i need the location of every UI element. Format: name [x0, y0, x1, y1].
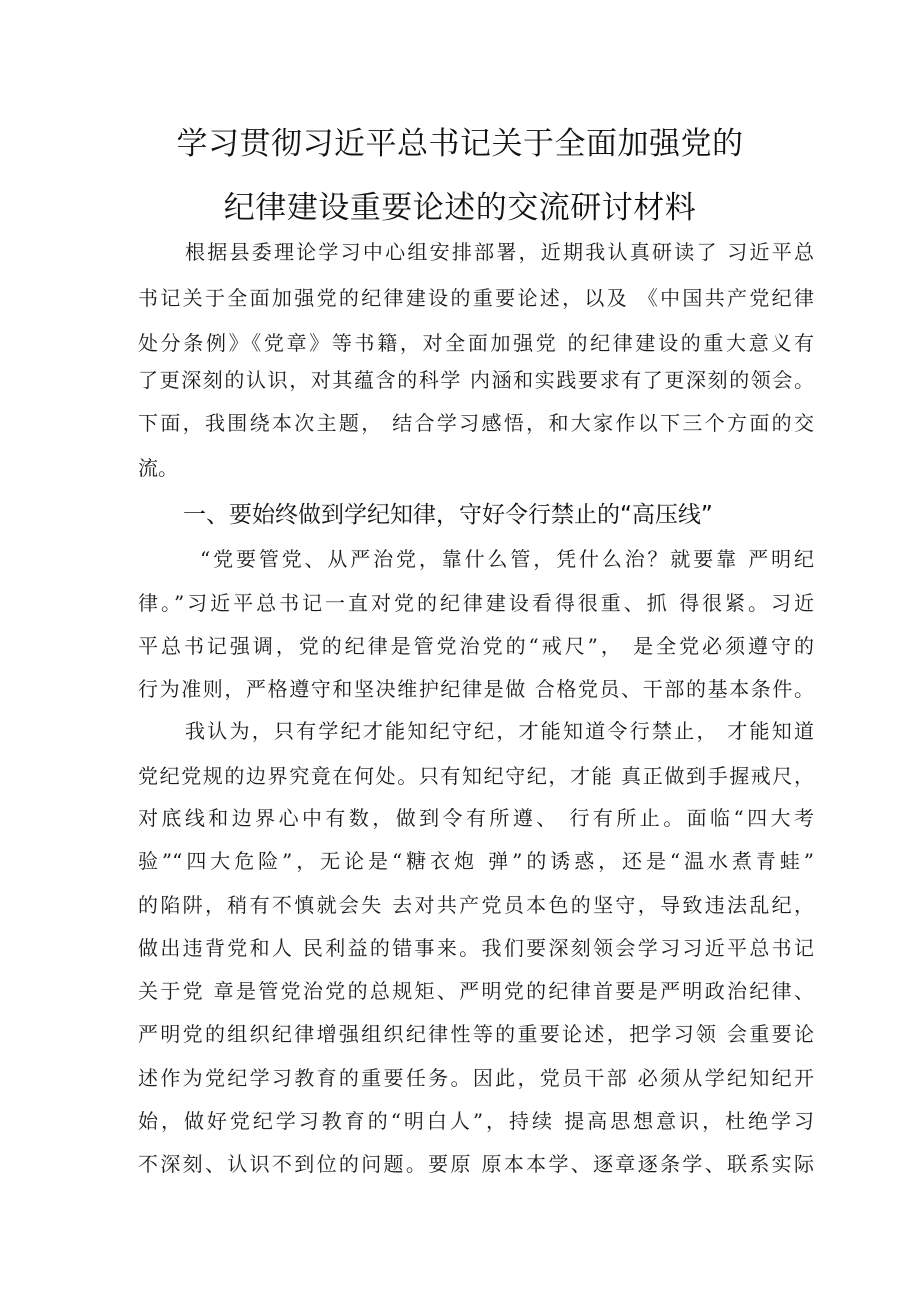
section-1-paragraph-1-line: 平总书记强调，党的纪律是管党治党的“戒尺”， 是全党必须遵守的 [138, 634, 814, 658]
section-1-paragraph-2-line: 的陷阱，稍有不慎就会失 去对共产党员本色的坚守，导致违法乱纪， [138, 893, 814, 917]
section-1-paragraph-2-line: 我认为，只有学纪才能知纪守纪，才能知道令行禁止， 才能知道 [185, 719, 814, 743]
section-1-paragraph-1-line: “党要管党、从严治党，靠什么管，凭什么治？就要靠 严明纪 [200, 547, 814, 571]
document-title-line-1: 学习贯彻习近平总书记关于全面加强党的 [176, 126, 744, 162]
section-1-paragraph-1-line: 行为准则，严格遵守和坚决维护纪律是做 合格党员、干部的基本条件。 [138, 677, 814, 701]
intro-paragraph-line: 下面，我围绕本次主题， 结合学习感悟，和大家作以下三个方面的交 [138, 411, 814, 435]
section-1-paragraph-2-line: 述作为党纪学习教育的重要任务。因此，党员干部 必须从学纪知纪开 [138, 1066, 814, 1090]
section-1-paragraph-2-line: 不深刻、认识不到位的问题。要原 原本本学、逐章逐条学、联系实际 [138, 1152, 814, 1176]
section-1-paragraph-2-line: 党纪党规的边界究竟在何处。只有知纪守纪，才能 真正做到手握戒尺， [138, 764, 814, 788]
section-1-paragraph-2-line: 做出违背党和人 民利益的错事来。我们要深刻领会学习习近平总书记 [138, 936, 814, 960]
section-1-paragraph-2-line: 对底线和边界心中有数，做到令有所遵、 行有所止。面临“四大考 [138, 806, 814, 830]
intro-paragraph-line: 书记关于全面加强党的纪律建设的重要论述，以及 《中国共产党纪律 [138, 286, 814, 310]
section-1-paragraph-2-line: 验”“四大危险”，无论是“糖衣炮 弹”的诱惑，还是“温水煮青蛙” [138, 849, 814, 873]
section-1-heading: 一、要始终做到学纪知律，守好令行禁止的“高压线” [183, 502, 713, 528]
section-1-paragraph-1-line: 律。”习近平总书记一直对党的纪律建设看得很重、抓 得很紧。习近 [138, 591, 814, 615]
intro-paragraph-line: 流。 [138, 456, 178, 480]
intro-paragraph-line: 处分条例》《党章》等书籍，对全面加强党 的纪律建设的重大意义有 [138, 331, 814, 355]
document-title-line-2: 纪律建设重要论述的交流研讨材料 [223, 190, 697, 226]
intro-paragraph-line: 根据县委理论学习中心组安排部署，近期我认真研读了 习近平总 [185, 240, 814, 264]
section-1-paragraph-2-line: 始，做好党纪学习教育的“明白人”，持续 提高思想意识，杜绝学习 [138, 1109, 814, 1133]
section-1-paragraph-2-line: 严明党的组织纪律增强组织纪律性等的重要论述，把学习领 会重要论 [138, 1022, 814, 1046]
intro-paragraph-line: 了更深刻的认识，对其蕴含的科学 内涵和实践要求有了更深刻的领会。 [138, 368, 814, 392]
section-1-paragraph-2-line: 关于党 章是管党治党的总规矩、严明党的纪律首要是严明政治纪律、 [138, 979, 814, 1003]
